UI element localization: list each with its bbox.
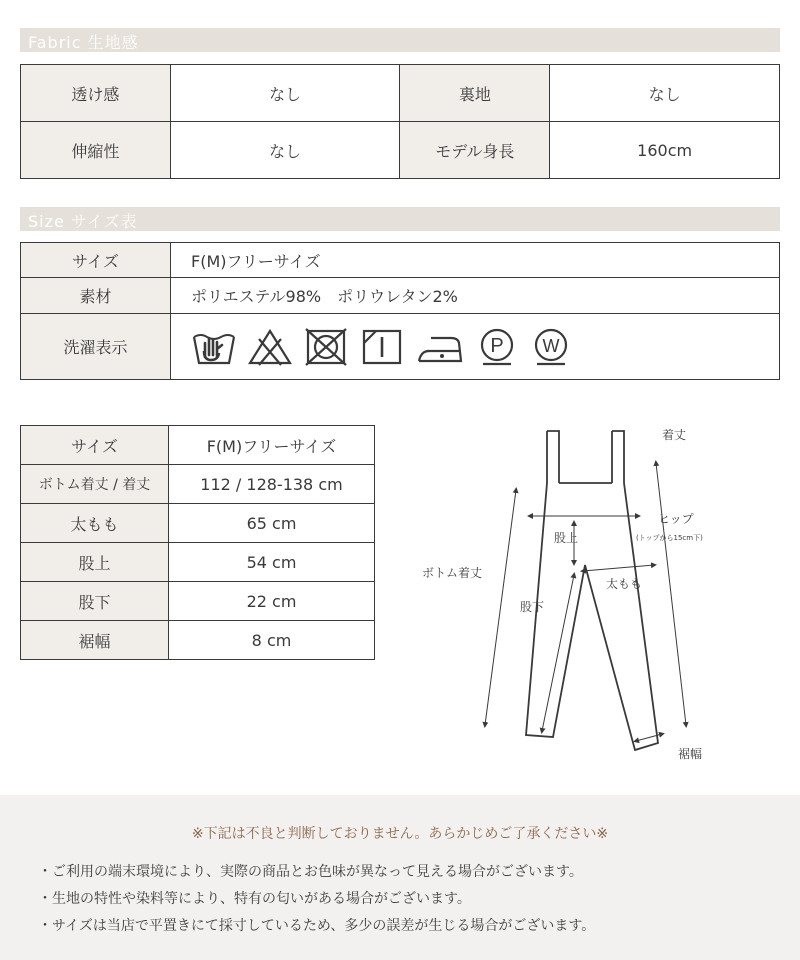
length-arrow	[656, 463, 686, 725]
care-p-letter: P	[490, 334, 504, 357]
hand-wash-icon	[191, 327, 237, 367]
no-tumble-dry-icon	[303, 327, 349, 367]
measure-size-label: サイズ	[21, 426, 169, 465]
drip-dry-icon	[359, 327, 405, 367]
sheerness-label: 透け感	[21, 65, 171, 122]
table-row	[21, 543, 375, 582]
diagram-rise-label: 股上	[554, 531, 579, 545]
diagram-thigh-label: 太もも	[606, 577, 643, 591]
diagram-hip-label: ヒップ	[658, 512, 694, 526]
measure-size-value: F(M)フリーサイズ	[169, 426, 375, 465]
inseam-value: 22 cm	[169, 582, 375, 621]
notice-line: ・サイズは当店で平置きにて採寸しているため、多少の誤差が生じる場合がございます。	[38, 918, 596, 934]
diagram-bottom-length-label: ボトム着丈	[422, 566, 483, 580]
size-label: サイズ	[21, 243, 171, 278]
measurement-table	[20, 425, 375, 660]
fabric-section-header	[20, 28, 780, 52]
thigh-value: 65 cm	[169, 504, 375, 543]
stretch-label: 伸縮性	[21, 122, 171, 179]
model-height-value: 160cm	[550, 122, 780, 179]
no-bleach-icon	[247, 327, 293, 367]
material-row	[21, 278, 780, 314]
model-height-label: モデル身長	[400, 122, 550, 179]
care-w-letter: W	[542, 335, 560, 356]
hem-width-value: 8 cm	[169, 621, 375, 660]
inseam-label: 股下	[21, 582, 169, 621]
material-label: 素材	[21, 278, 171, 314]
lining-value: なし	[550, 65, 780, 122]
material-value: ポリエステル98% ポリウレタン2%	[171, 278, 780, 314]
length-label: ボトム着丈 / 着丈	[21, 465, 169, 504]
diagram-inseam-label: 股下	[520, 600, 545, 614]
table-row	[21, 504, 375, 543]
notice-line: ・生地の特性や染料等により、特有の匂いがある場合がございます。	[38, 891, 471, 907]
table-row	[21, 582, 375, 621]
size-info-table	[20, 242, 780, 380]
size-section-header	[20, 207, 780, 231]
fabric-row	[21, 65, 780, 122]
diagram-hem-label: 裾幅	[678, 747, 703, 761]
rise-value: 54 cm	[169, 543, 375, 582]
sheerness-value: なし	[170, 65, 400, 122]
fabric-section-title: Fabric 生地感	[28, 33, 139, 52]
table-row	[21, 621, 375, 660]
care-row	[21, 314, 780, 380]
notice-box	[0, 795, 800, 960]
rise-label: 股上	[21, 543, 169, 582]
table-row	[21, 465, 375, 504]
measure-header-row	[21, 426, 375, 465]
length-value: 112 / 128-138 cm	[169, 465, 375, 504]
bottom-length-arrow	[485, 490, 516, 725]
diagram-length-label: 着丈	[662, 428, 687, 442]
care-icons-cell	[171, 314, 780, 380]
thigh-arrow	[583, 565, 654, 571]
notice-title: ※下記は不良と判断しておりません。あらかじめご了承ください※	[191, 826, 609, 842]
size-section-title: Size サイズ表	[28, 212, 138, 231]
lining-label: 裏地	[400, 65, 550, 122]
diagram-hip-note: (トップから15cm下)	[636, 534, 703, 542]
care-label: 洗濯表示	[21, 314, 171, 380]
notice-line: ・ご利用の端末環境により、実際の商品とお色味が異なって見える場合がございます。	[38, 864, 583, 880]
iron-low-icon	[415, 327, 465, 367]
hem-width-label: 裾幅	[21, 621, 169, 660]
wet-clean-w-icon	[529, 327, 573, 367]
fabric-row	[21, 122, 780, 179]
stretch-value: なし	[170, 122, 400, 179]
size-value: F(M)フリーサイズ	[171, 243, 780, 278]
dry-clean-p-icon	[475, 327, 519, 367]
thigh-label: 太もも	[21, 504, 169, 543]
fabric-table	[20, 64, 780, 179]
overalls-diagram	[410, 415, 790, 775]
size-row	[21, 243, 780, 278]
